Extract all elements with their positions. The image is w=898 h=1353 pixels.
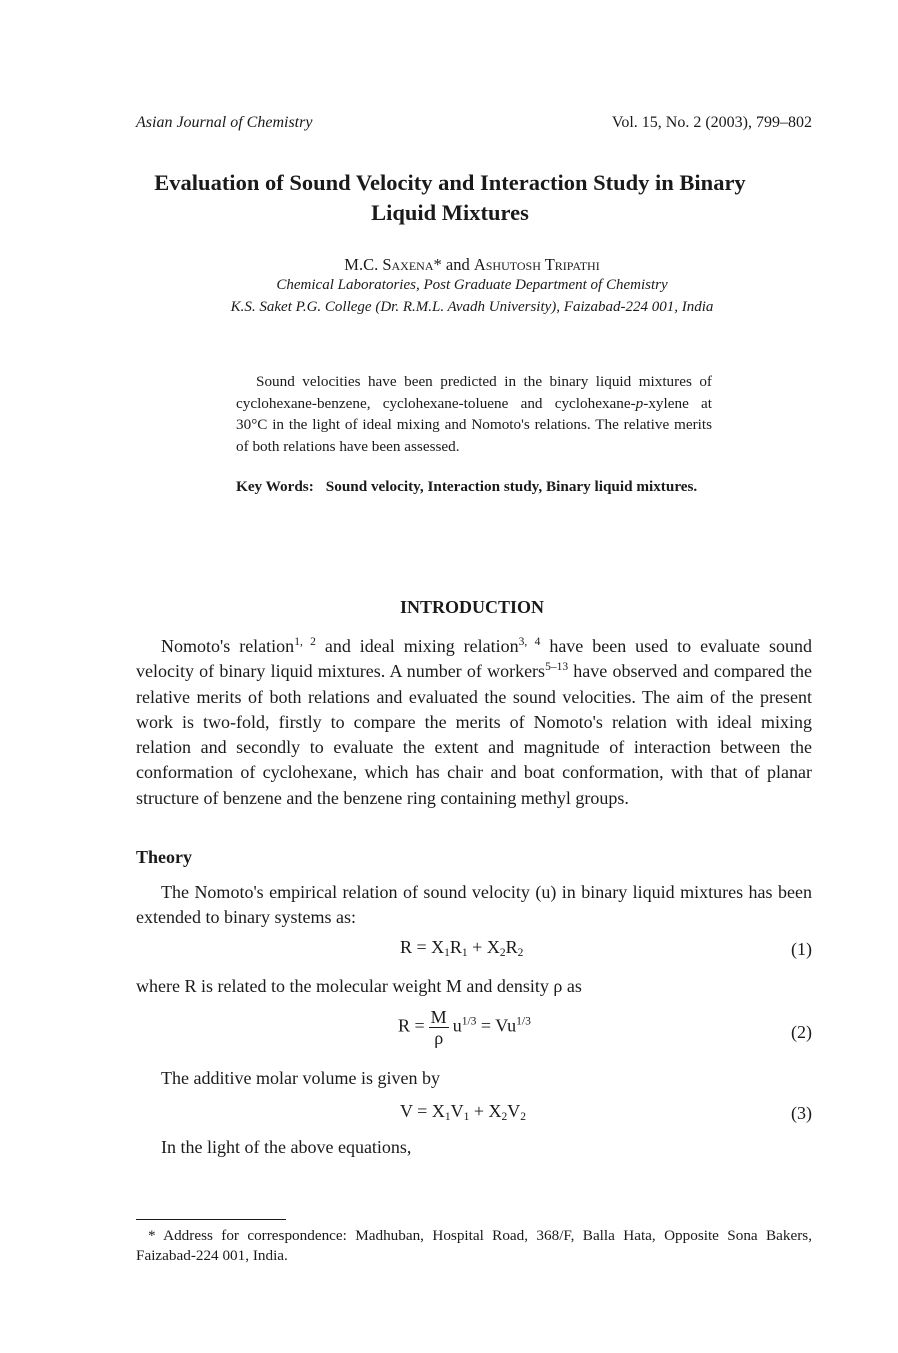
keywords-text: Sound velocity, Interaction study, Binary liquid mixtures.	[325, 478, 698, 495]
author-1: M.C. Saxena*	[344, 255, 442, 274]
journal-name: Asian Journal of Chemistry	[136, 114, 313, 131]
intro-text-4: have observed and compared the relative merits of both relations and evaluated the sound velocities. The aim of the present work is two-fold, firstly to compare the merits of Nomoto's relation with ideal mixing relation and secondly to evaluate the extent and magnitude of interaction between the conformation of cyclohexane, which has chair and boat conformation, with that of planar structure of benzene and the benzene ring containing methyl groups.	[136, 661, 812, 808]
affiliation-line-1: Chemical Laboratories, Post Graduate Department of Chemistry	[276, 277, 668, 293]
intro-text-2: and ideal mixing relation	[315, 636, 519, 656]
volume-info: Vol. 15, No. 2 (2003), 799–802	[611, 114, 812, 131]
keywords	[236, 476, 712, 498]
intro-text-1: Nomoto's relation	[161, 636, 295, 656]
equation-1-number: (1)	[791, 939, 812, 959]
abstract-part-2: -xylene at 30°C in the light of ideal mixing and Nomoto's relations. The relative merits of both relations have been assessed.	[236, 394, 712, 455]
author-conjunction: and	[445, 255, 470, 274]
paper-title: Evaluation of Sound Velocity and Interaction Study in Binary Liquid Mixtures	[154, 170, 746, 225]
footnote: * Address for correspondence: Madhuban, Hospital Road, 368/F, Balla Hata, Opposite Sona Bakers, Faizabad-224 001, India.	[136, 1227, 812, 1264]
intro-text-3: have been used to evaluate sound velocity of binary liquid mixtures. A number of workers	[136, 636, 812, 682]
author-2: Ashutosh Tripathi	[473, 255, 600, 274]
equation-2-number: (2)	[791, 1022, 812, 1042]
theory-heading: Theory	[136, 847, 192, 867]
citation-1-2: 1, 2	[294, 636, 316, 648]
abstract	[236, 371, 712, 457]
text-after-eq3: In the light of the above equations,	[161, 1137, 412, 1157]
citation-3-4: 3, 4	[518, 636, 541, 648]
equation-3: $V = X_1V_1 + X_2V_2$	[400, 1101, 526, 1123]
introduction-heading: INTRODUCTION	[399, 597, 545, 617]
citation-5-13: 5–13	[545, 661, 569, 674]
equation-2: R = $\frac{M}{\rho}$ $u^{1/3} = Vu^{1/3}$	[398, 1007, 531, 1048]
introduction-paragraph	[136, 634, 812, 811]
abstract-italic-p: p	[635, 394, 644, 412]
keywords-label: Key Words:	[236, 478, 314, 495]
affiliation-line-2: K.S. Saket P.G. College (Dr. R.M.L. Avadh University), Faizabad-224 001, India	[230, 299, 714, 315]
abstract-part-1: Sound velocities have been predicted in the binary liquid mixtures of cyclohexane-benzene, cyclohexane-toluene and cyclohexane-	[236, 373, 712, 412]
text-after-eq2: The additive molar volume is given by	[161, 1068, 440, 1088]
footnote-rule	[136, 1219, 286, 1220]
author-line	[0, 255, 898, 275]
equation-3-number: (3)	[791, 1103, 812, 1123]
theory-paragraph: The Nomoto's empirical relation of sound velocity (u) in binary liquid mixtures has been extended to binary systems as:	[136, 882, 812, 928]
equation-1: $R = X_1R_1 + X_2R_2$	[400, 937, 524, 959]
text-after-eq1: where R is related to the molecular weight M and density ρ as	[136, 976, 582, 996]
